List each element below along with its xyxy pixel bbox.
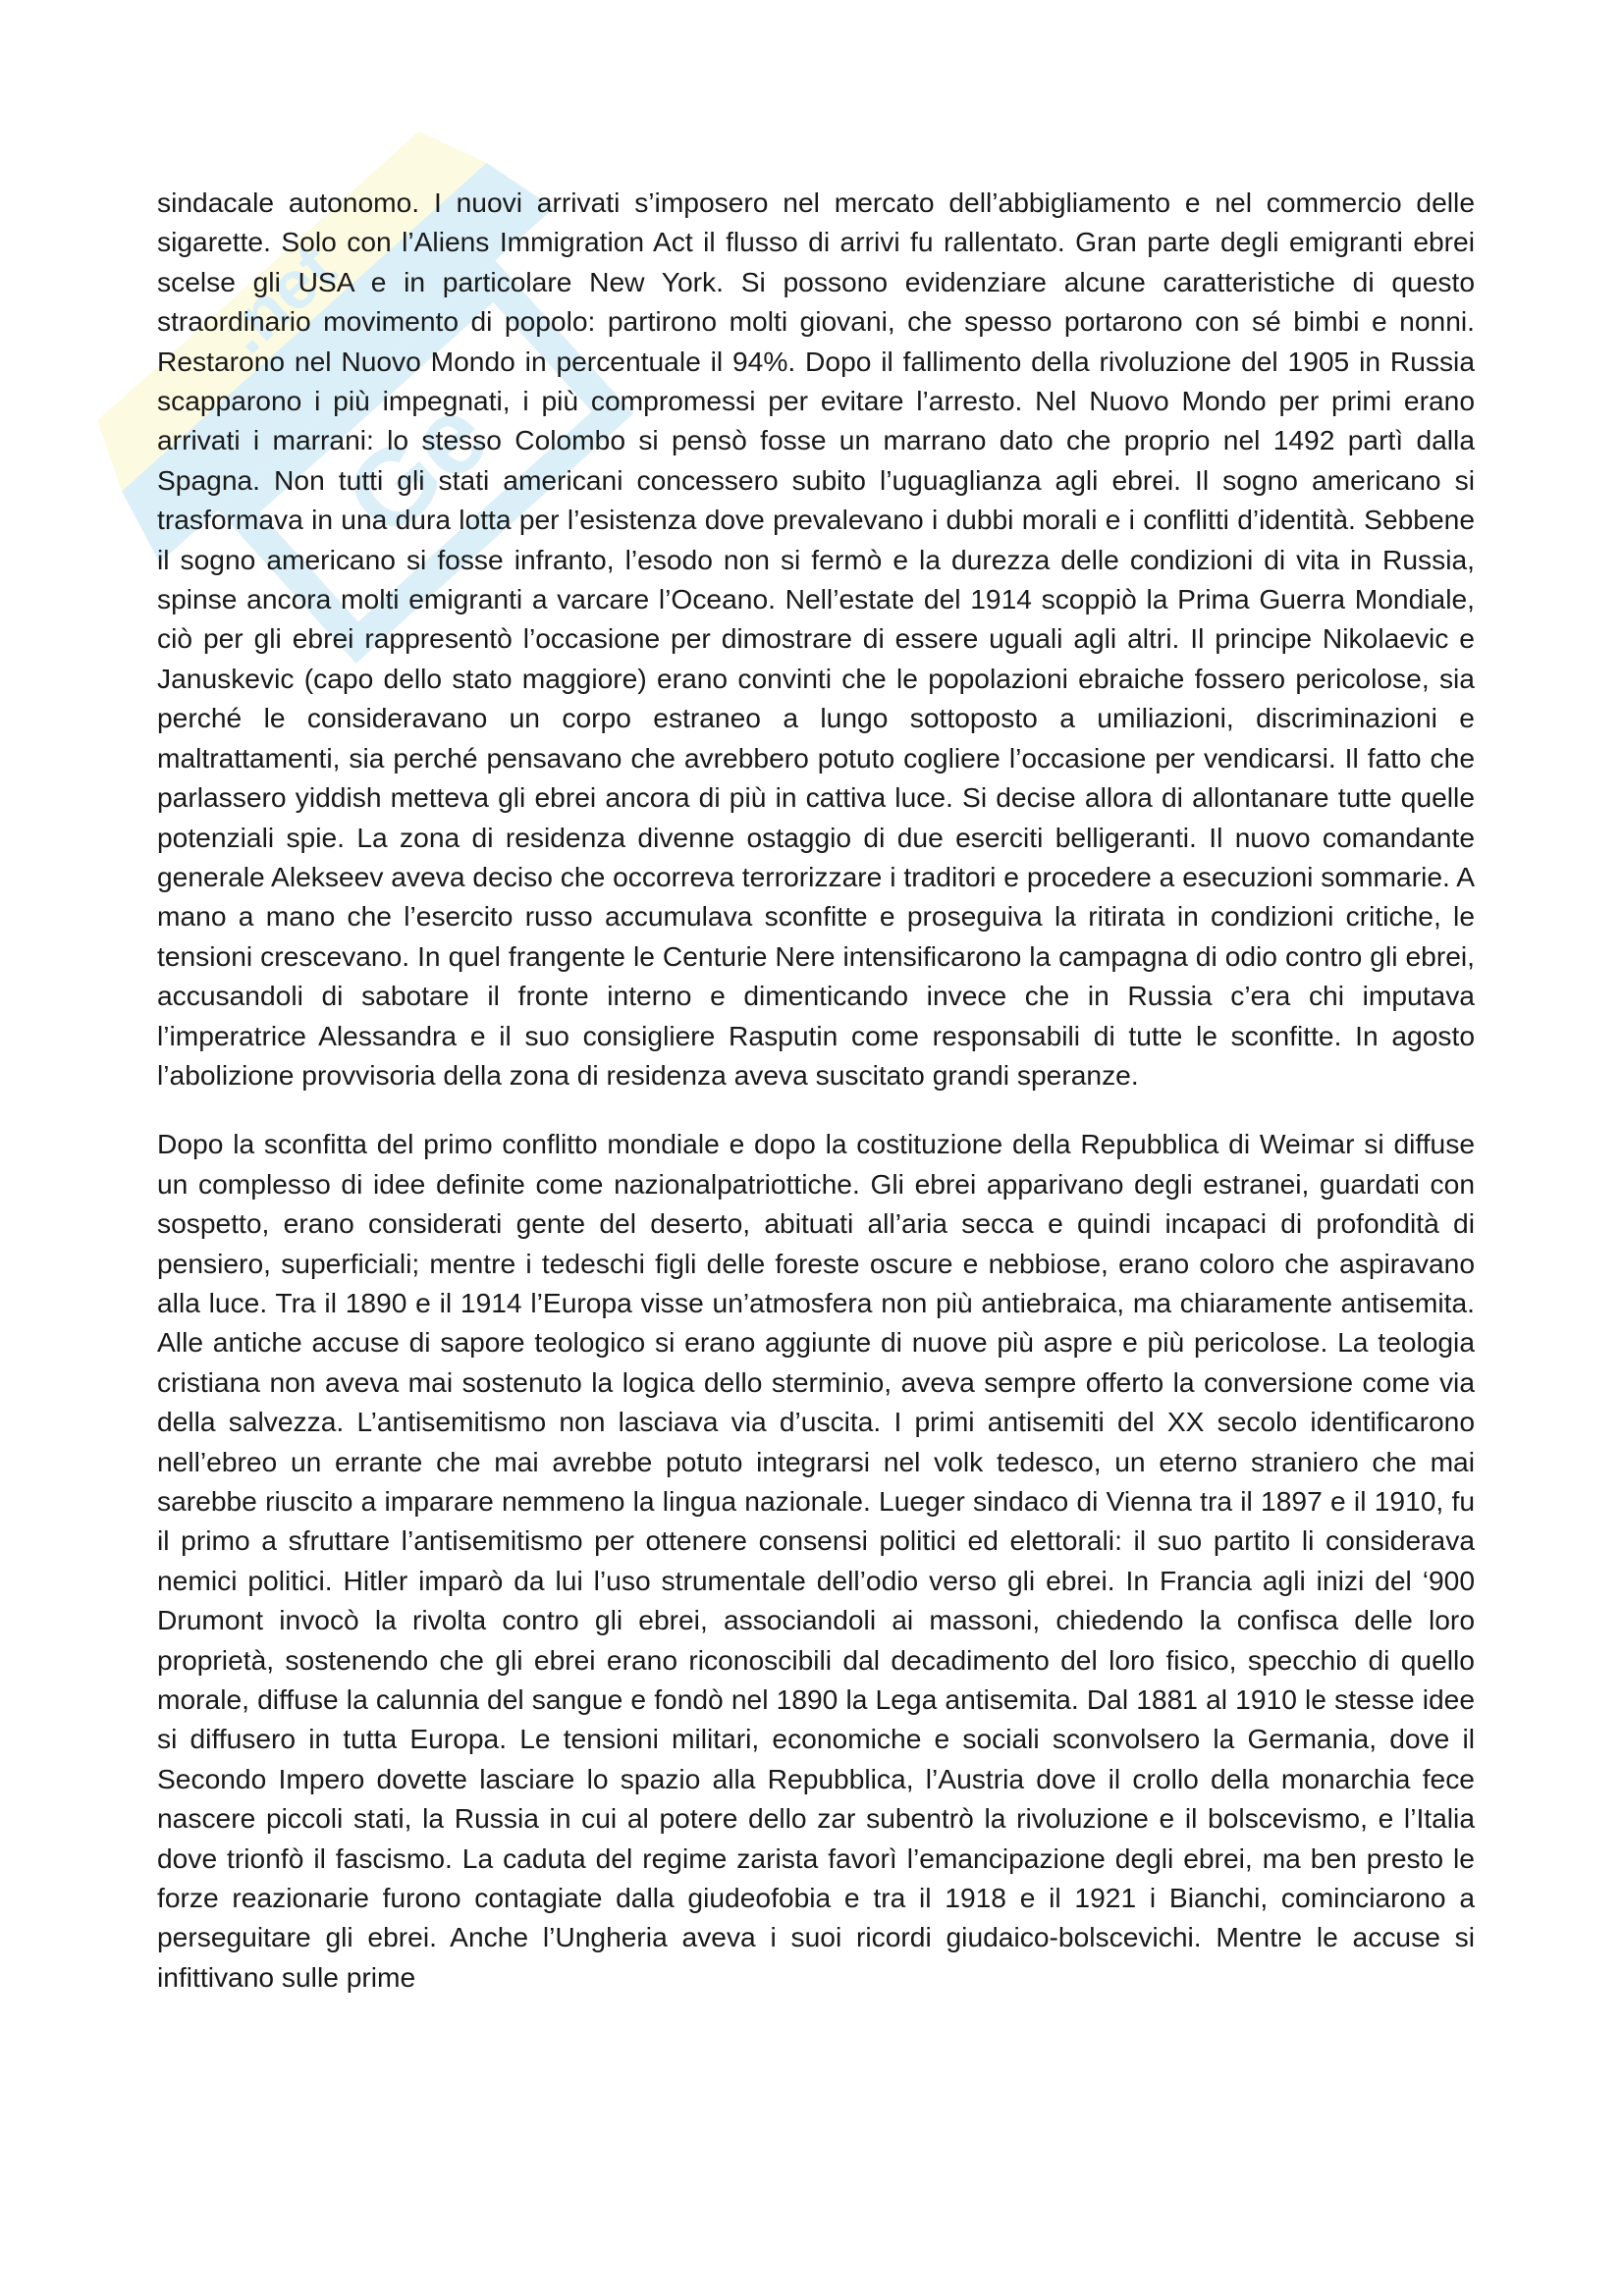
svg-text:Ge: Ge	[322, 373, 512, 561]
paragraph: Dopo la sconfitta del primo conflitto mondiale e dopo la costituzione della Repubblica di Weimar si diffuse un complesso di idee definite come nazionalpatriottiche. Gli ebrei apparivano degli estranei, guardati con sospetto, erano considerati gente del deserto, abituati all’aria secca e quindi incapaci di profondità di pensiero, superficiali; mentre i tedeschi figli delle foreste oscure e nebbiose, erano coloro che aspiravano alla luce. Tra il 1890 e il 1914 l’Europa visse un’atmosfera non più antiebraica, ma chiaramente antisemita. Alle antiche accuse di sapore teologico si erano aggiunte di nuove più aspre e più pericolose. La teologia cristiana non aveva mai sostenuto la logica dello sterminio, aveva sempre offerto la conversione come via della salvezza. L’antisemitismo non lasciava via d’uscita. I primi antisemiti del XX secolo identificarono nell’ebreo un errante che mai avrebbe potuto integrarsi nel volk tedesco, un eterno straniero che mai sarebbe riuscito a imparare nemmeno la lingua nazionale. Lueger sindaco di Vienna tra il 1897 e il 1910, fu il primo a sfruttare l’antisemitismo per ottenere consensi politici ed elettorali: il suo partito li considerava nemici politici. Hitler imparò da lui l’uso strumentale dell’odio verso gli ebrei. In Francia agli inizi del ‘900 Drumont invocò la rivolta contro gli ebrei, associandoli ai massoni, chiedendo la confisca delle loro proprietà, sostenendo che gli ebrei erano riconoscibili dal decadimento del loro fisico, specchio di quello morale, diffuse la calunnia del sangue e fondò nel 1890 la Lega antisemita. Dal 1881 al 1910 le stesse idee si diffusero in tutta Europa. Le tensioni militari, economiche e sociali sconvolsero la Germania, dove il Secondo Impero dovette lasciare lo spazio alla Repubblica, l’Austria dove il crollo della monarchia fece nascere piccoli stati, la Russia in cui al potere dello zar subentrò la rivoluzione e il bolscevismo, e l’Italia dove trionfò il fascismo. La caduta del regime zarista favorì l’emancipazione degli ebrei, ma ben presto le forze reazionarie furono contagiate dalla giudeofobia e tra il 1918 e il 1921 i Bianchi, cominciarono a perseguitare gli ebrei. Anche l’Ungheria aveva i suoi ricordi giudaico-bolscevichi. Mentre le accuse si infittivano sulle prime	[157, 1128, 1475, 1993]
document-body	[157, 183, 1475, 1997]
svg-text:.net: .net	[207, 229, 351, 368]
paragraph: sindacale autonomo. I nuovi arrivati s’imposero nel mercato dell’abbigliamento e nel commercio delle sigarette. Solo con l’Aliens Immigration Act il flusso di arrivi fu rallentato. Gran parte degli emigranti ebrei scelse gli USA e in particolare New York. Si possono evidenziare alcune caratteristiche di questo straordinario movimento di popolo: partirono molti giovani, che spesso portarono con sé bimbi e nonni. Restarono nel Nuovo Mondo in percentuale il 94%. Dopo il fallimento della rivoluzione del 1905 in Russia scapparono i più impegnati, i più compromessi per evitare l’arresto. Nel Nuovo Mondo per primi erano arrivati i marrani: lo stesso Colombo si pensò fosse un marrano dato che proprio nel 1492 partì dalla Spagna. Non tutti gli stati americani concessero subito l’uguaglianza agli ebrei. Il sogno americano si trasformava in una dura lotta per l’esistenza dove prevalevano i dubbi morali e i conflitti d’identità. Sebbene il sogno americano si fosse infranto, l’esodo non si fermò e la durezza delle condizioni di vita in Russia, spinse ancora molti emigranti a varcare l’Oceano. Nell’estate del 1914 scoppiò la Prima Guerra Mondiale, ciò per gli ebrei rappresentò l’occasione per dimostrare di essere uguali agli altri. Il principe Nikolaevic e Januskevic (capo dello stato maggiore) erano convinti che le popolazioni ebraiche fossero pericolose, sia perché le consideravano un corpo estraneo a lungo sottoposto a umiliazioni, discriminazioni e maltrattamenti, sia perché pensavano che avrebbero potuto cogliere l’occasione per vendicarsi. Il fatto che parlassero yiddish metteva gli ebrei ancora di più in cattiva luce. Si decise allora di allontanare tutte quelle potenziali spie. La zona di residenza divenne ostaggio di due eserciti belligeranti. Il nuovo comandante generale Alekseev aveva deciso che occorreva terrorizzare i traditori e procedere a esecuzioni sommarie. A mano a mano che l’esercito russo accumulava sconfitte e proseguiva la ritirata in condizioni critiche, le tensioni crescevano. In quel frangente le Centurie Nere intensificarono la campagna di odio contro gli ebrei, accusandoli di sabotare il fronte interno e dimenticando invece che in Russia c’era chi imputava l’imperatrice Alessandra e il suo consigliere Rasputin come responsabili di tutte le sconfitte. In agosto l’abolizione provvisoria della zona di residenza aveva suscitato grandi speranze.	[157, 187, 1475, 1091]
